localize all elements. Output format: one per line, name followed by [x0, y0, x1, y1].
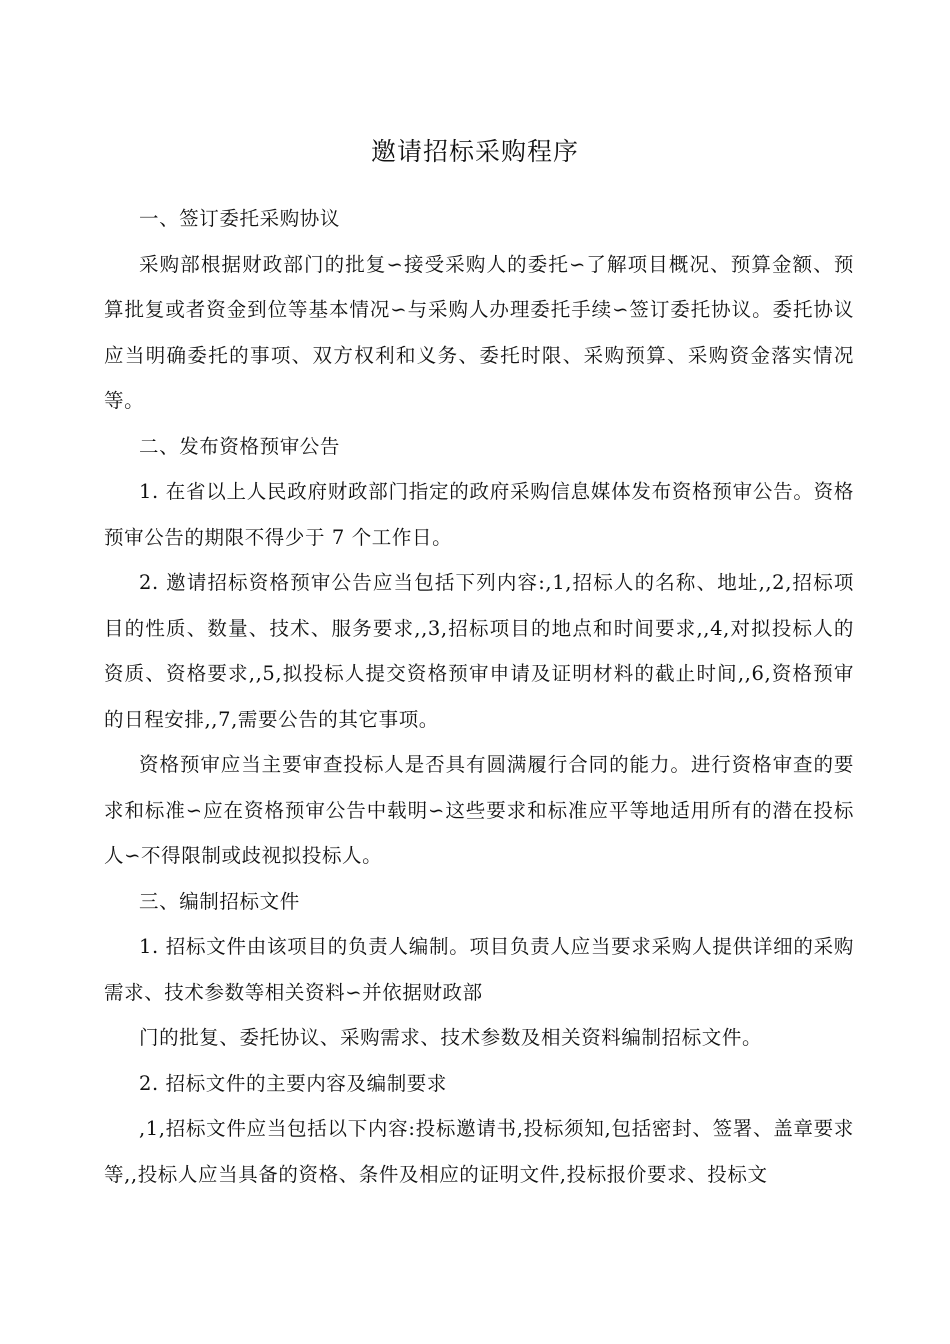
section-heading-1: 一、签订委托采购协议 — [139, 207, 341, 230]
paragraph: 1. 招标文件由该项目的负责人编制。项目负责人应当要求采购人提供详细的采购需求、技术参数等相关资料∽并依据财政部 — [104, 935, 854, 1004]
section-heading-3: 三、编制招标文件 — [139, 889, 300, 913]
paragraph: 采购部根据财政部门的批复∽接受采购人的委托∽了解项目概况、预算金额、预算批复或者资金到位等基本情况∽与采购人办理委托手续∽签订委托协议。委托协议应当明确委托的事项、双方权利和义务、委托时限、采购预算、采购资金落实情况等。 — [104, 252, 854, 412]
section-heading-2: 二、发布资格预审公告 — [139, 434, 341, 458]
document-body — [104, 196, 854, 1197]
paragraph: 2. 招标文件的主要内容及编制要求 — [139, 1071, 448, 1095]
paragraph: 门的批复、委托协议、采购需求、技术参数及相关资料编制招标文件。 — [139, 1026, 763, 1049]
paragraph: ,1,招标文件应当包括以下内容:投标邀请书,投标须知,包括密封、签署、盖章要求等,,投标人应当具备的资格、条件及相应的证明文件,投标报价要求、投标文 — [104, 1117, 854, 1186]
paragraph: 1. 在省以上人民政府财政部门指定的政府采购信息媒体发布资格预审公告。资格预审公告的期限不得少于 7 个工作日。 — [104, 480, 854, 549]
document-title: 邀请招标采购程序 — [370, 137, 579, 166]
paragraph: 资格预审应当主要审查投标人是否具有圆满履行合同的能力。进行资格审查的要求和标准∽应在资格预审公告中载明∽这些要求和标准应平等地适用所有的潜在投标人∽不得限制或歧视拟投标人。 — [104, 753, 854, 867]
paragraph: 2. 邀请招标资格预审公告应当包括下列内容:,1,招标人的名称、地址,,2,招标项目的性质、数量、技术、服务要求,,3,招标项目的地点和时间要求,,4,对拟投标人的资质、资格要求,,5,拟投标人提交资格预审申请及证明材料的截止时间,,6,资格预审的日程安排,,7,需要公告的其它事项。 — [104, 571, 854, 731]
